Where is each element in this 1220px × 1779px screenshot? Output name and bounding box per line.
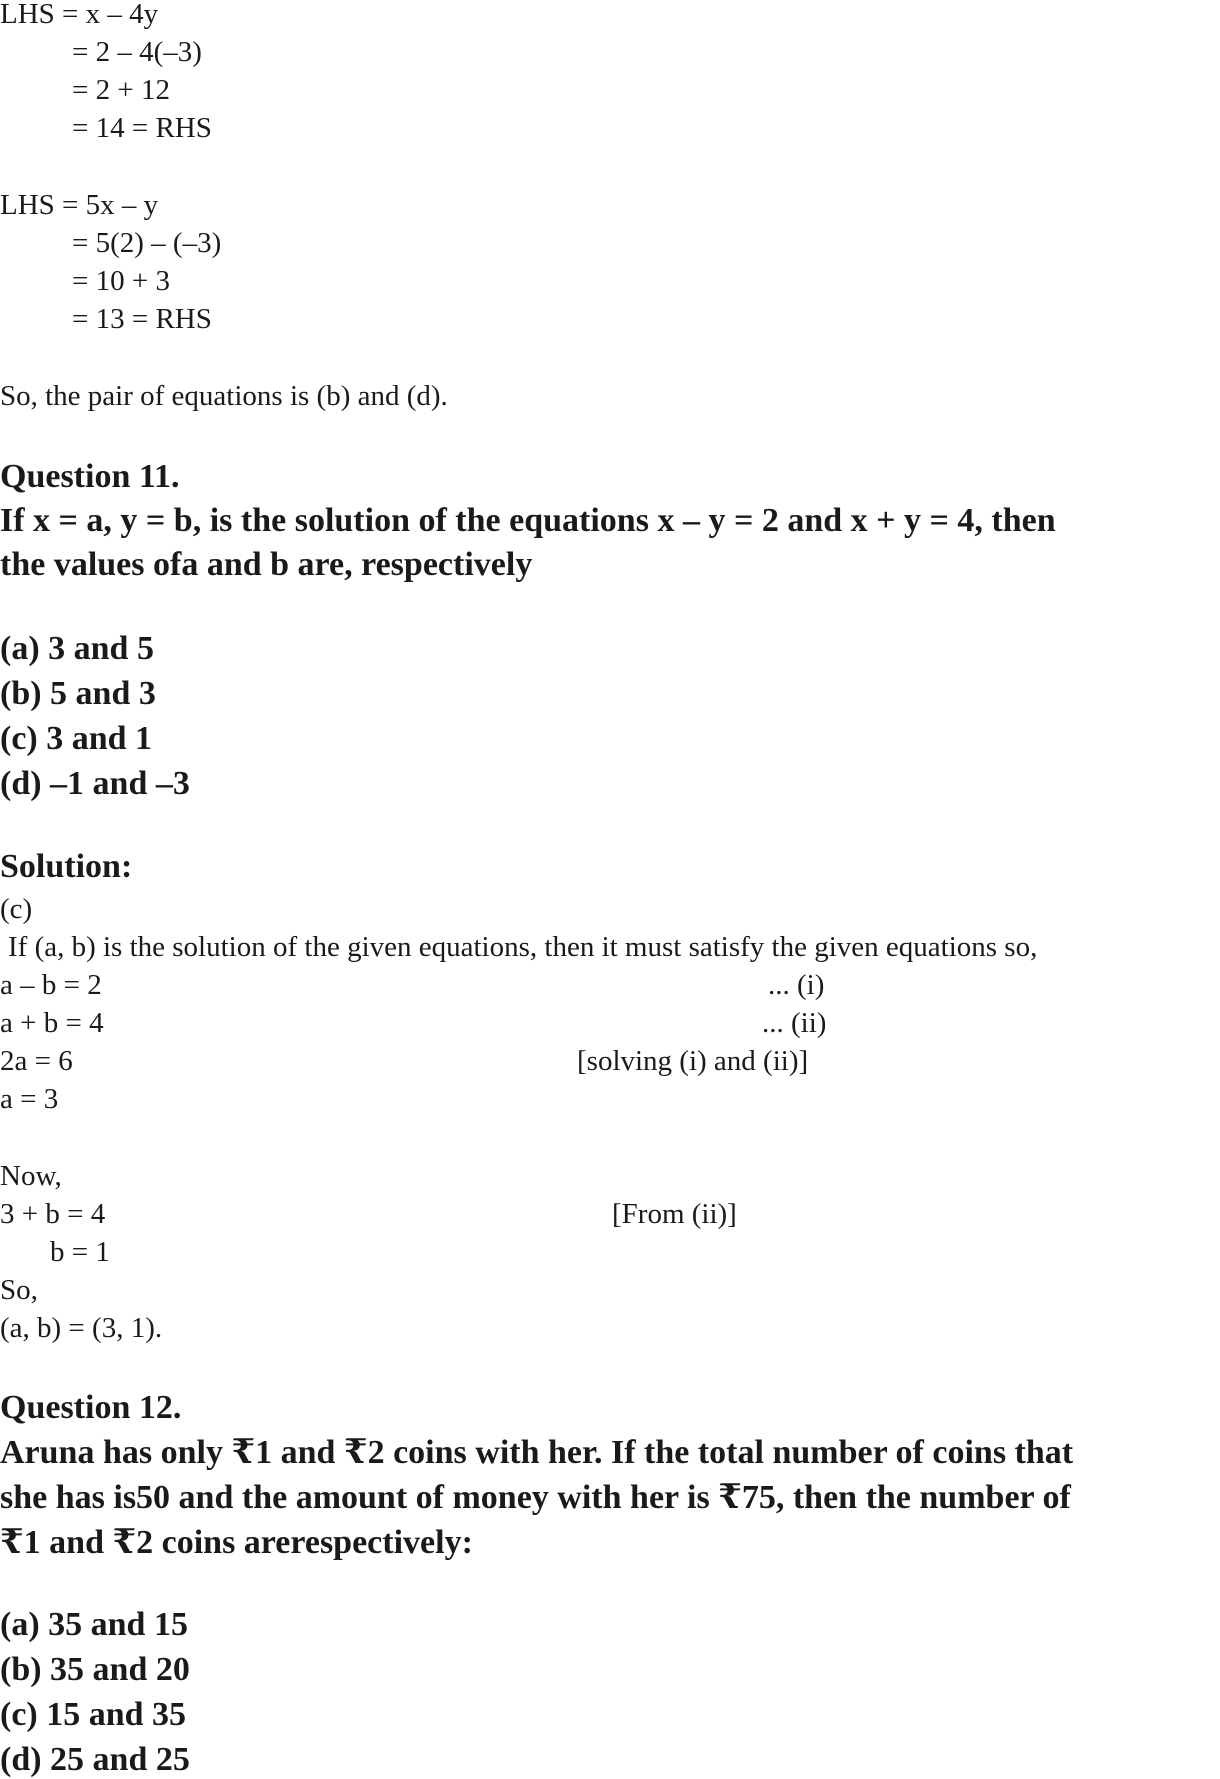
equation-2: a + b = 4 [0, 1007, 104, 1039]
question-11-text-line-2: the values ofa and b are, respectively [0, 546, 533, 583]
question-12-option-c: (c) 15 and 35 [0, 1696, 187, 1733]
question-11-text-line-1: If x = a, y = b, is the solution of the equations x – y = 2 and x + y = 4, then [0, 502, 1056, 539]
equation-1: a – b = 2 [0, 969, 102, 1001]
question-12-text-line-2: she has is50 and the amount of money with her is ₹75, then the number of [0, 1479, 1071, 1516]
question-11-solution-label: Solution: [0, 848, 133, 885]
question-12-heading: Question 12. [0, 1389, 182, 1426]
equation-4: a = 3 [0, 1083, 59, 1115]
question-12-text-line-1: Aruna has only ₹1 and ₹2 coins with her. If the total number of coins that [0, 1434, 1074, 1471]
question-11-option-a: (a) 3 and 5 [0, 630, 154, 667]
equation-5: 3 + b = 4 [0, 1198, 106, 1230]
equation-3-ref: [solving (i) and (ii)] [577, 1045, 809, 1077]
question-11-option-c: (c) 3 and 1 [0, 720, 153, 757]
question-12-text-line-3: ₹1 and ₹2 coins arerespectively: [0, 1524, 473, 1561]
verify-b-line-2: = 2 – 4(–3) [72, 36, 202, 68]
question-11-intro: If (a, b) is the solution of the given equations, then it must satisfy the given equations so, [8, 931, 1038, 963]
equation-3: 2a = 6 [0, 1045, 73, 1077]
conclusion-text: So, the pair of equations is (b) and (d). [0, 380, 448, 412]
verify-d-line-1: LHS = 5x – y [0, 189, 159, 221]
question-11-option-d: (d) –1 and –3 [0, 765, 190, 802]
verify-b-line-3: = 2 + 12 [72, 74, 170, 106]
question-12-option-d: (d) 25 and 25 [0, 1741, 190, 1778]
verify-b-line-1: LHS = x – 4y [0, 0, 159, 30]
verify-d-line-3: = 10 + 3 [72, 265, 170, 297]
question-12-option-b: (b) 35 and 20 [0, 1651, 190, 1688]
equation-6: b = 1 [50, 1236, 110, 1268]
question-11-option-b: (b) 5 and 3 [0, 675, 156, 712]
question-11-answer: (c) [0, 893, 33, 925]
verify-d-line-4: = 13 = RHS [72, 303, 212, 335]
verify-d-line-2: = 5(2) – (–3) [72, 227, 222, 259]
question-12-option-a: (a) 35 and 15 [0, 1606, 188, 1643]
equation-2-ref: ... (ii) [762, 1007, 827, 1039]
so-label: So, [0, 1274, 38, 1306]
equation-1-ref: ... (i) [768, 969, 825, 1001]
verify-b-line-4: = 14 = RHS [72, 112, 212, 144]
question-11-heading: Question 11. [0, 458, 180, 495]
equation-5-ref: [From (ii)] [612, 1198, 737, 1230]
question-11-result: (a, b) = (3, 1). [0, 1312, 163, 1344]
now-label: Now, [0, 1160, 62, 1192]
